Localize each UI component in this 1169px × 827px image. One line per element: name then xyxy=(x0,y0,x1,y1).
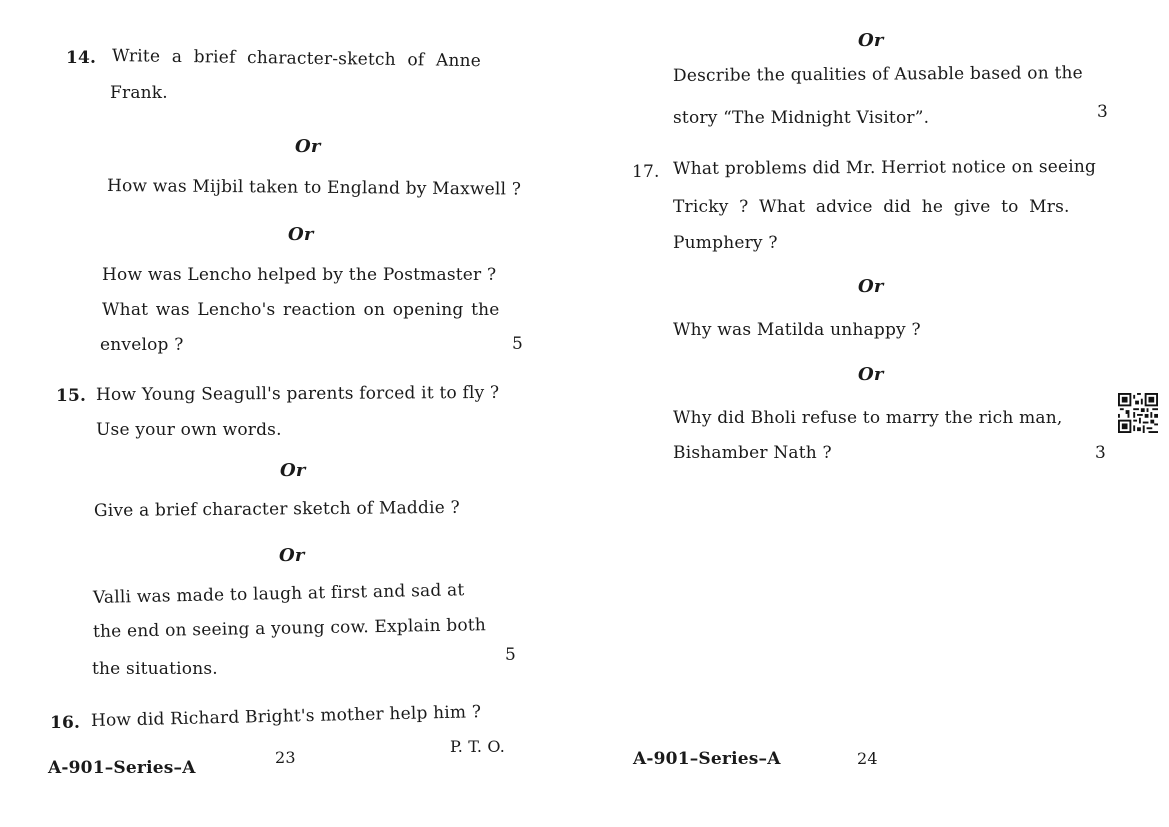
q15-marks: 5 xyxy=(505,645,517,665)
q15-or1: Or xyxy=(280,460,306,481)
q15-number: 15. xyxy=(56,386,87,406)
q15-line2: Use your own words. xyxy=(96,420,282,440)
right-footer-series: A-901–Series–A xyxy=(633,749,781,769)
q14-alt2-line2: What was Lencho's reaction on opening the xyxy=(102,300,500,320)
q17-alt1: Why was Matilda unhappy ? xyxy=(673,320,921,340)
qr-code-icon xyxy=(1118,393,1158,433)
left-footer-series: A-901–Series–A xyxy=(48,758,196,778)
q14-alt2-line3: envelop ? xyxy=(100,335,184,355)
q17-number: 17. xyxy=(632,162,660,182)
q15-alt2-line2: the end on seeing a young cow. Explain both xyxy=(92,615,487,642)
q14-marks: 5 xyxy=(512,334,524,354)
q17-line2: Tricky ? What advice did he give to Mrs. xyxy=(673,197,1070,217)
q17-line1: What problems did Mr. Herriot notice on seeing xyxy=(672,156,1097,179)
q17-line3: Pumphery ? xyxy=(673,233,778,253)
q17-alt2-line1: Why did Bholi refuse to marry the rich man, xyxy=(673,408,1063,428)
q16-alt-line1: Describe the qualities of Ausable based on the xyxy=(672,63,1083,86)
q14-or2: Or xyxy=(288,224,314,245)
q16-number: 16. xyxy=(50,713,81,733)
q15-alt2-line3: the situations. xyxy=(92,659,218,679)
q14-or1: Or xyxy=(295,136,321,157)
q17-or1: Or xyxy=(858,276,884,297)
q14-number: 14. xyxy=(66,48,97,68)
q14-line2: Frank. xyxy=(110,83,168,103)
q16-alt-marks: 3 xyxy=(1097,102,1109,122)
q16-alt-or: Or xyxy=(858,30,884,51)
q15-or2: Or xyxy=(279,545,305,566)
q15-line1: How Young Seagull's parents forced it to fly ? xyxy=(95,382,500,405)
q15-alt1: Give a brief character sketch of Maddie ? xyxy=(93,497,460,521)
q14-alt1: How was Mijbil taken to England by Maxwell ? xyxy=(106,176,522,200)
q16-line1: How did Richard Bright's mother help him ? xyxy=(90,702,482,731)
q17-or2: Or xyxy=(858,364,884,385)
q17-alt2-line2: Bishamber Nath ? xyxy=(673,443,832,463)
q15-alt2-line1: Valli was made to laugh at first and sad at xyxy=(92,580,465,608)
right-page-number: 24 xyxy=(857,749,878,768)
pto-text: P. T. O. xyxy=(450,737,506,756)
q14-alt2-line1: How was Lencho helped by the Postmaster ? xyxy=(102,265,497,285)
q17-marks: 3 xyxy=(1095,443,1107,463)
left-page-number: 23 xyxy=(275,748,296,767)
q16-alt-line2: story “The Midnight Visitor”. xyxy=(673,108,930,128)
q14-line1: Write a brief character-sketch of Anne xyxy=(111,46,482,72)
